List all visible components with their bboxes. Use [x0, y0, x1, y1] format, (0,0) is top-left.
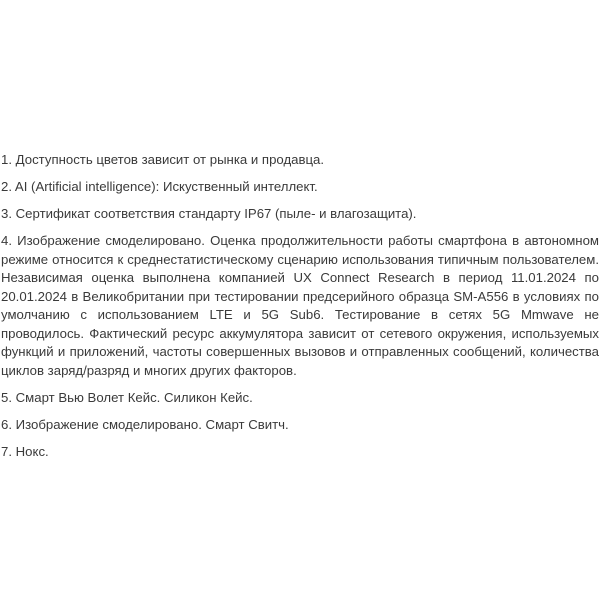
footnote-3: 3. Сертификат соответствия стандарту IP67 (пыле- и влагозащита).: [1, 206, 417, 221]
footnote-6: 6. Изображение смоделировано. Смарт Свитч.: [1, 416, 289, 432]
footnote-2: 2. AI (Artificial intelligence): Искуственный интеллект.: [1, 179, 318, 194]
footnote-4: 4. Изображение смоделировано. Оценка продолжительности работы смартфона в автономном режиме относится к среднестатистическому сценарию использования типичным пользователем. Независимая оценка выполнена компанией UX Connect Research в период 11.01.2024 по 20.01.2024 в Великобритании при тестировании предсерийного образца SM-A556 в условиях по умолчанию с использованием LTE и 5G Sub6. Тестирование в сетях 5G Mmwave не проводилось. Фактический ресурс аккумулятора зависит от сетевого окружения, используемых функций и приложений, частоты совершенных вызовов и отправленных сообщений, количества циклов заряд/разряд и многих других факторов.: [1, 233, 599, 378]
footnote-1: 1. Доступность цветов зависит от рынка и продавца.: [1, 152, 325, 167]
footnote-5: 5. Смарт Вью Волет Кейс. Силикон Кейс.: [1, 389, 253, 405]
footnotes-list: [1, 151, 599, 470]
footnote-7: 7. Нокс.: [1, 443, 49, 459]
